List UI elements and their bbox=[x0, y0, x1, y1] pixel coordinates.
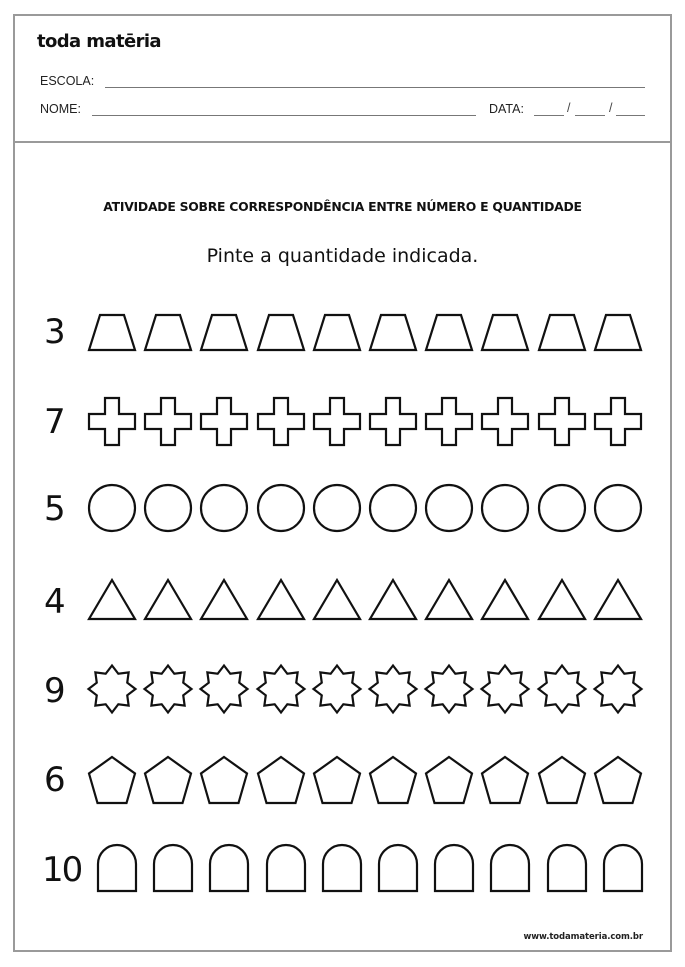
pentagon-icon[interactable] bbox=[594, 756, 642, 804]
pentagon-icon[interactable] bbox=[425, 756, 473, 804]
circle-icon[interactable] bbox=[257, 484, 305, 532]
arch-icon[interactable] bbox=[490, 844, 530, 892]
pentagon-icon[interactable] bbox=[538, 756, 586, 804]
triangle-icon[interactable] bbox=[369, 579, 417, 620]
arch-icon[interactable] bbox=[322, 844, 362, 892]
circle-icon[interactable] bbox=[369, 484, 417, 532]
circle-icon[interactable] bbox=[594, 484, 642, 532]
triangle-icon[interactable] bbox=[88, 579, 136, 620]
circle-icon[interactable] bbox=[88, 484, 136, 532]
row-number: 9 bbox=[44, 671, 66, 711]
arch-icon[interactable] bbox=[97, 844, 137, 892]
arch-icon[interactable] bbox=[603, 844, 643, 892]
trapezoid-icon[interactable] bbox=[144, 314, 192, 351]
logo: toda matēria bbox=[37, 31, 161, 52]
cross-icon[interactable] bbox=[88, 397, 136, 446]
circle-icon[interactable] bbox=[144, 484, 192, 532]
triangle-icon[interactable] bbox=[313, 579, 361, 620]
trapezoid-icon[interactable] bbox=[481, 314, 529, 351]
pentagon-icon[interactable] bbox=[257, 756, 305, 804]
circle-icon[interactable] bbox=[313, 484, 361, 532]
star-icon[interactable] bbox=[88, 665, 136, 713]
triangle-icon[interactable] bbox=[144, 579, 192, 620]
circle-icon[interactable] bbox=[481, 484, 529, 532]
date-month-field[interactable] bbox=[575, 115, 605, 116]
row-number: 3 bbox=[44, 312, 66, 352]
school-label: ESCOLA: bbox=[40, 74, 95, 88]
row-number: 10 bbox=[42, 850, 82, 890]
row-number: 7 bbox=[44, 402, 66, 442]
star-icon[interactable] bbox=[425, 665, 473, 713]
trapezoid-icon[interactable] bbox=[257, 314, 305, 351]
name-label: NOME: bbox=[40, 102, 81, 116]
cross-icon[interactable] bbox=[313, 397, 361, 446]
trapezoid-icon[interactable] bbox=[425, 314, 473, 351]
arch-icon[interactable] bbox=[153, 844, 193, 892]
date-label: DATA: bbox=[489, 102, 524, 116]
triangle-icon[interactable] bbox=[594, 579, 642, 620]
trapezoid-icon[interactable] bbox=[200, 314, 248, 351]
trapezoid-icon[interactable] bbox=[538, 314, 586, 351]
pentagon-icon[interactable] bbox=[481, 756, 529, 804]
circle-icon[interactable] bbox=[538, 484, 586, 532]
triangle-icon[interactable] bbox=[200, 579, 248, 620]
header-divider bbox=[13, 141, 672, 143]
cross-icon[interactable] bbox=[594, 397, 642, 446]
pentagon-icon[interactable] bbox=[200, 756, 248, 804]
star-icon[interactable] bbox=[313, 665, 361, 713]
arch-icon[interactable] bbox=[209, 844, 249, 892]
row-number: 4 bbox=[44, 582, 66, 622]
triangle-icon[interactable] bbox=[481, 579, 529, 620]
cross-icon[interactable] bbox=[538, 397, 586, 446]
star-icon[interactable] bbox=[481, 665, 529, 713]
name-field[interactable] bbox=[92, 115, 476, 116]
trapezoid-icon[interactable] bbox=[369, 314, 417, 351]
arch-icon[interactable] bbox=[266, 844, 306, 892]
row-number: 5 bbox=[44, 489, 66, 529]
triangle-icon[interactable] bbox=[425, 579, 473, 620]
circle-icon[interactable] bbox=[425, 484, 473, 532]
star-icon[interactable] bbox=[369, 665, 417, 713]
pentagon-icon[interactable] bbox=[313, 756, 361, 804]
star-icon[interactable] bbox=[594, 665, 642, 713]
cross-icon[interactable] bbox=[425, 397, 473, 446]
date-separator: / bbox=[609, 101, 613, 115]
trapezoid-icon[interactable] bbox=[88, 314, 136, 351]
star-icon[interactable] bbox=[200, 665, 248, 713]
date-separator: / bbox=[567, 101, 571, 115]
date-year-field[interactable] bbox=[616, 115, 645, 116]
trapezoid-icon[interactable] bbox=[313, 314, 361, 351]
worksheet-border bbox=[13, 14, 672, 952]
activity-instruction: Pinte a quantidade indicada. bbox=[206, 245, 479, 267]
cross-icon[interactable] bbox=[369, 397, 417, 446]
star-icon[interactable] bbox=[538, 665, 586, 713]
circle-icon[interactable] bbox=[200, 484, 248, 532]
arch-icon[interactable] bbox=[547, 844, 587, 892]
row-number: 6 bbox=[44, 760, 66, 800]
cross-icon[interactable] bbox=[144, 397, 192, 446]
arch-icon[interactable] bbox=[378, 844, 418, 892]
cross-icon[interactable] bbox=[200, 397, 248, 446]
school-field[interactable] bbox=[105, 87, 645, 88]
cross-icon[interactable] bbox=[257, 397, 305, 446]
pentagon-icon[interactable] bbox=[144, 756, 192, 804]
arch-icon[interactable] bbox=[434, 844, 474, 892]
date-day-field[interactable] bbox=[534, 115, 564, 116]
pentagon-icon[interactable] bbox=[369, 756, 417, 804]
star-icon[interactable] bbox=[144, 665, 192, 713]
star-icon[interactable] bbox=[257, 665, 305, 713]
cross-icon[interactable] bbox=[481, 397, 529, 446]
footer-website: www.todamateria.com.br bbox=[523, 932, 643, 942]
triangle-icon[interactable] bbox=[257, 579, 305, 620]
triangle-icon[interactable] bbox=[538, 579, 586, 620]
activity-title: ATIVIDADE SOBRE CORRESPONDÊNCIA ENTRE NÚMERO E QUANTIDADE bbox=[103, 199, 582, 214]
trapezoid-icon[interactable] bbox=[594, 314, 642, 351]
pentagon-icon[interactable] bbox=[88, 756, 136, 804]
